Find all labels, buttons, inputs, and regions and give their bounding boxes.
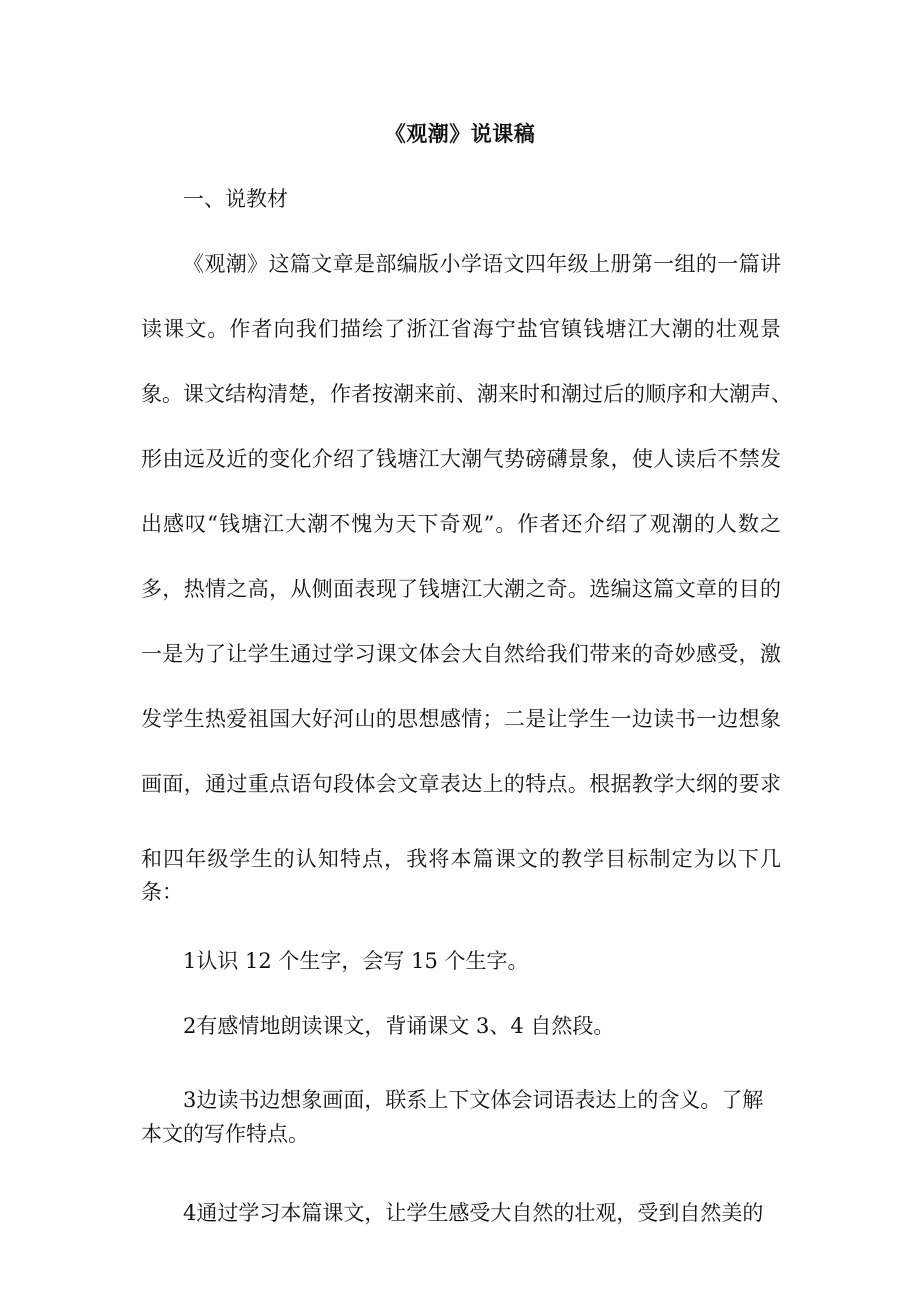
document-title: 《观潮》说课稿 xyxy=(384,121,536,146)
paragraph-line: 多，热情之高，从侧面表现了钱塘江大潮之奇。选编这篇文章的目的 xyxy=(141,577,781,601)
paragraph-line: 形由远及近的变化介绍了钱塘江大潮气势磅礴景象，使人读后不禁发 xyxy=(141,447,781,471)
paragraph-line: 一是为了让学生通过学习课文体会大自然给我们带来的奇妙感受，激 xyxy=(141,642,781,666)
goal-item-4: 4通过学习本篇课文，让学生感受大自然的壮观，受到自然美的 xyxy=(183,1201,764,1225)
paragraph-line: 画面，通过重点语句段体会文章表达上的特点。根据教学大纲的要求 xyxy=(141,772,781,796)
paragraph-line: 发学生热爱祖国大好河山的思想感情；二是让学生一边读书一边想象 xyxy=(141,707,781,731)
paragraph-line: 《观潮》这篇文章是部编版小学语文四年级上册第一组的一篇讲 xyxy=(183,252,781,276)
paragraph-line: 和四年级学生的认知特点，我将本篇课文的教学目标制定为以下几 xyxy=(141,847,781,871)
goal-item-3: 3边读书边想象画面，联系上下文体会词语表达上的含义。了解 xyxy=(183,1088,764,1112)
section-heading: 一、说教材 xyxy=(183,187,288,211)
paragraph-line: 出感叹“钱塘江大潮不愧为天下奇观”。作者还介绍了观潮的人数之 xyxy=(141,512,781,536)
goal-item-1: 1认识 12 个生字，会写 15 个生字。 xyxy=(183,949,529,973)
goal-item-3-continuation: 本文的写作特点。 xyxy=(141,1122,309,1146)
paragraph-line: 条： xyxy=(141,880,183,904)
paragraph-line: 象。课文结构清楚，作者按潮来前、潮来时和潮过后的顺序和大潮声、 xyxy=(141,382,792,406)
goal-item-2: 2有感情地朗读课文，背诵课文 3、4 自然段。 xyxy=(183,1014,615,1038)
paragraph-line: 读课文。作者向我们描绘了浙江省海宁盐官镇钱塘江大潮的壮观景 xyxy=(141,317,781,341)
